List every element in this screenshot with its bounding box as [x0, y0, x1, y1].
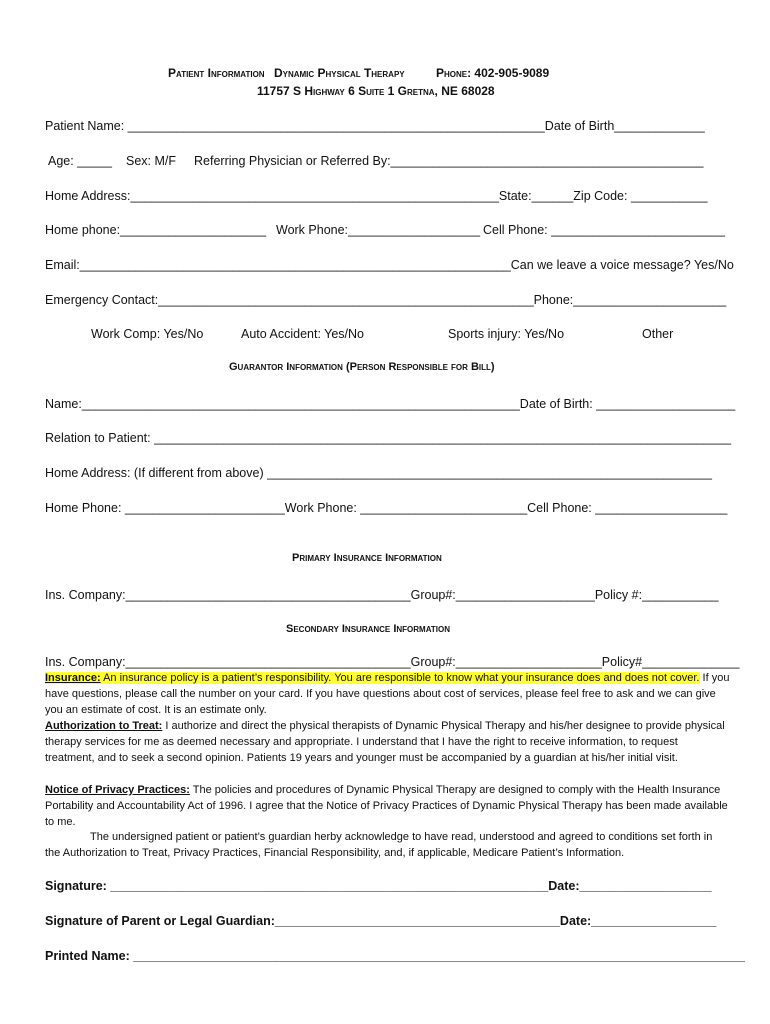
home-phone-field[interactable]: Home phone:_____________________ — [45, 223, 267, 237]
authorization-text: I authorize and direct the physical therapists of Dynamic Physical Therapy and his/her designee to provide physical therapy services for me as deemed necessary and appropriate. I understand that I have the right to receive information, to request treatment, and to seek a second opinion. Patients 19 years and younger must be accompanied by a guardian at his/her initial visit. — [45, 720, 725, 764]
auto-accident-option[interactable]: Auto Accident: Yes/No — [241, 327, 365, 341]
authorization-label: Authorization to Treat: — [45, 720, 163, 732]
primary-insurance-title: Primary Insurance Information — [292, 552, 442, 564]
authorization-paragraph — [45, 718, 730, 766]
age-field[interactable]: Age: _____ — [48, 154, 112, 168]
form-header-line1 — [168, 66, 549, 80]
email-field[interactable]: Email:______________________________________________________________Can we leave a voice message? Yes/No — [45, 258, 734, 272]
primary-insurance-field[interactable]: Ins. Company:_________________________________________Group#:____________________Policy #:___________ — [45, 588, 719, 602]
insurance-paragraph — [45, 670, 730, 718]
printed-name-field[interactable]: Printed Name: ________________________________________________________________________________________ — [45, 949, 745, 963]
work-phone-field[interactable]: Work Phone:___________________ — [276, 223, 481, 237]
emergency-contact-field[interactable]: Emergency Contact:______________________________________________________Phone:______________________ — [45, 293, 727, 307]
privacy-text: The policies and procedures of Dynamic Physical Therapy are designed to comply with the Health Insurance Portability and Accountability Act of 1996. I agree that the Notice of Privacy Practices of Dynamic Physical Therapy has been made available to me. — [45, 784, 728, 828]
guarantor-phones-field[interactable]: Home Phone: _______________________Work Phone: ________________________Cell Phone: ___________________ — [45, 501, 728, 515]
privacy-paragraph — [45, 782, 730, 830]
signature-field[interactable]: Signature: _______________________________________________________________Date:___________________ — [45, 879, 712, 893]
insurance-text: If you have questions, please call the number on your card. If you have questions about cost of services, please feel free to ask and we can give you an estimate of cost. It is an estimate only. — [45, 672, 730, 716]
guardian-signature-field[interactable]: Signature of Parent or Legal Guardian:_________________________________________Date:__________________ — [45, 914, 717, 928]
sex-field[interactable]: Sex: M/F — [126, 154, 177, 168]
insurance-label: Insurance: — [45, 672, 101, 684]
secondary-insurance-title: Secondary Insurance Information — [286, 623, 451, 635]
acknowledgement-paragraph: The undersigned patient or patient’s guardian herby acknowledge to have read, understood and agreed to conditions set forth in the Authorization to Treat, Privacy Practices, Financial Responsibility, and, if applicable, Medicare Patient’s Information. — [45, 831, 713, 859]
home-address-field[interactable]: Home Address:_____________________________________________________State:______Zip Code: ___________ — [45, 189, 708, 203]
relation-field[interactable]: Relation to Patient: ___________________________________________________________________________________ — [45, 431, 732, 445]
referring-physician-field[interactable]: Referring Physician or Referred By:_____________________________________________ — [194, 154, 704, 168]
privacy-label: Notice of Privacy Practices: — [45, 784, 190, 796]
guarantor-section-title: Guarantor Information (Person Responsible for Bill) — [229, 361, 495, 373]
guarantor-name-field[interactable]: Name:_______________________________________________________________Date of Birth: ____________________ — [45, 397, 736, 411]
patient-name-field[interactable]: Patient Name: ____________________________________________________________Date of Birth_____________ — [45, 119, 705, 133]
form-title: Patient Information — [168, 66, 265, 80]
other-option[interactable]: Other — [642, 327, 674, 341]
cell-phone-field[interactable]: Cell Phone: _________________________ — [483, 223, 725, 237]
practice-name: Dynamic Physical Therapy — [273, 66, 405, 80]
practice-address: 11757 S Highway 6 Suite 1 Gretna, NE 68028 — [257, 84, 495, 98]
guarantor-address-field[interactable]: Home Address: (If different from above) ________________________________________________________________ — [45, 466, 713, 480]
practice-phone: Phone: 402-905-9089 — [435, 66, 550, 80]
work-comp-option[interactable]: Work Comp: Yes/No — [91, 327, 204, 341]
secondary-insurance-field[interactable]: Ins. Company:_________________________________________Group#:_____________________Policy#______________ — [45, 655, 740, 669]
sports-injury-option[interactable]: Sports injury: Yes/No — [448, 327, 565, 341]
insurance-highlight: An insurance policy is a patient’s responsibility. You are responsible to know what your insurance does and does not cover. — [100, 672, 700, 684]
